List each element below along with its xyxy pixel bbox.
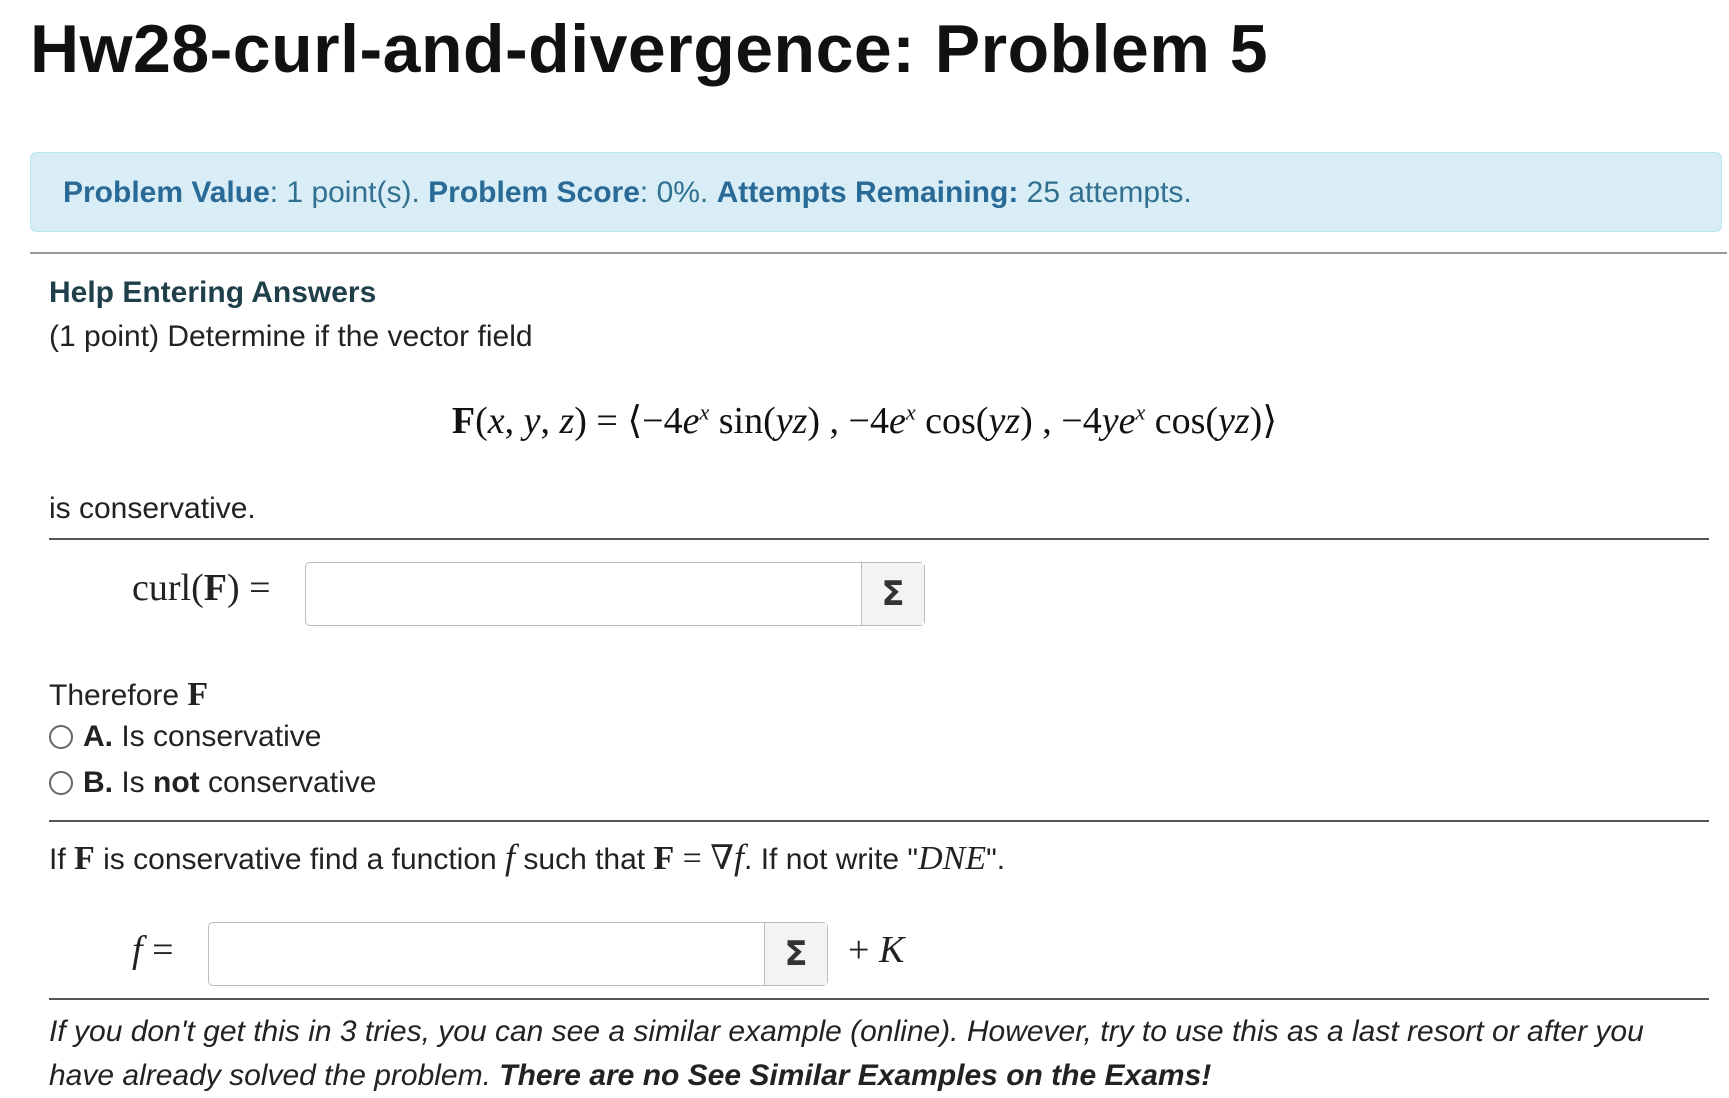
curl-label: curl(F) = [132,567,271,609]
f-input[interactable] [209,923,764,985]
plus-k-constant: + K [848,929,905,971]
problem-score-label: Problem Score [428,176,640,209]
option-a[interactable]: A. Is conservative [49,720,321,754]
attempts-label: Attempts Remaining: [716,176,1019,209]
option-a-radio[interactable] [49,725,73,749]
vector-field-equation: F(x, y, $z) = ⟨-4e^x$ sin(yz) , $-4e^x$ cos(yz) , $-4ye^x$ cos(yz)⟩ [451,399,1278,442]
similar-example-note: If you don't get this in 3 tries, you can see a similar example (online). However, try to use this as a last resort or after you have already solved the problem. There are no See Similar Examples on the Exams! [49,1015,1644,1092]
problem-value-label: Problem Value [63,176,270,209]
attempts-remaining: 25 attempts. [1026,176,1192,209]
problem-score: : 0%. [639,176,709,209]
problem-info-box [30,152,1722,232]
f-answer-field [208,922,828,986]
divider [49,998,1709,1000]
divider [30,252,1727,254]
curl-answer-field [305,562,925,626]
page-title: Hw28-curl-and-divergence: Problem 5 [30,11,1269,87]
divider [49,538,1709,540]
equation-editor-button[interactable]: Σ [764,923,827,985]
curl-input[interactable] [306,563,861,625]
problem-value: : 1 point(s). [269,176,420,209]
help-entering-answers-link[interactable]: Help Entering Answers [49,276,377,309]
option-b-radio[interactable] [49,771,73,795]
therefore-text: Therefore F [49,676,209,713]
f-label: f = [132,929,174,971]
equation-editor-button[interactable]: Σ [861,563,924,625]
intro-text: (1 point) Determine if the vector field [49,320,533,353]
is-conservative-text: is conservative. [49,492,256,525]
divider [49,820,1709,822]
option-b[interactable]: B. Is not conservative [49,766,376,800]
find-function-question: If F is conservative find a function f such that F = ∇f. If not write "DNE". [49,837,1006,877]
